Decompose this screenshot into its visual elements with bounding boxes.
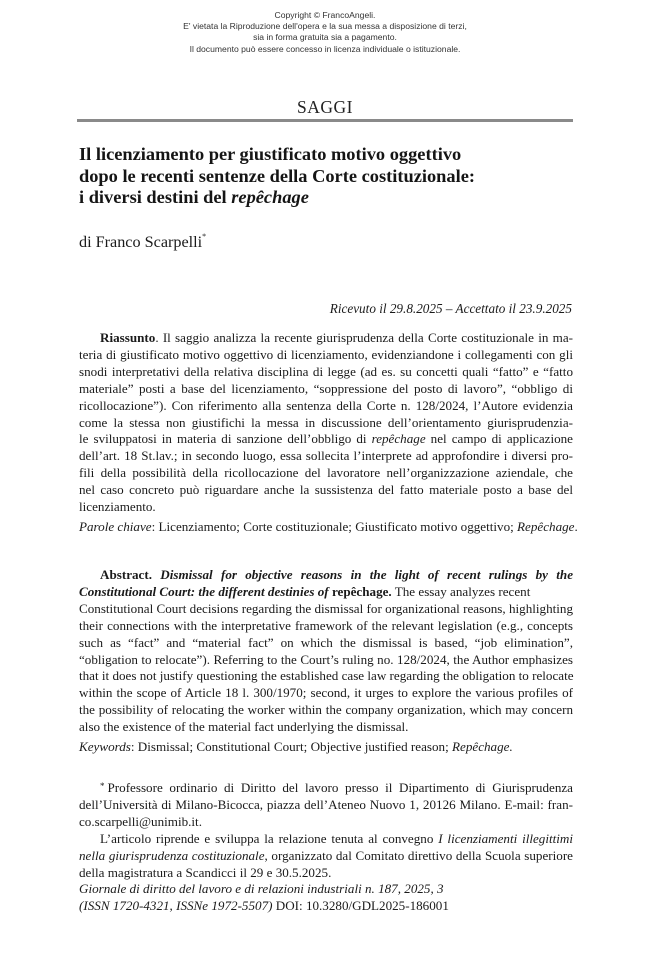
footnote-line: della magistratura a Scandicci il 29 e 30.5.2025.	[79, 864, 332, 880]
abstract-line: Constitutional Court: the different destinies of repêchage. The essay analyzes recent	[79, 583, 531, 599]
footnote-line: nella giurisprudenza costituzionale, organizzato dal Comitato direttivo della Scuola superiore	[79, 847, 573, 863]
copyright-line: sia in forma gratuita sia a pagamento.	[253, 32, 397, 43]
abstract-label: Abstract.	[100, 567, 152, 582]
abstract-line: their connections with the interpretative framework of the relevant legislation (e.g., concepts	[79, 617, 573, 633]
riassunto-paragraph	[79, 330, 573, 516]
journal-citation	[79, 881, 449, 915]
riassunto-line: licenziamento.	[79, 499, 156, 515]
journal-doi: DOI: 10.3280/GDL2025-186001	[272, 897, 449, 913]
abstract-line: Abstract. Dismissal for objective reasons in the light of recent rulings by the	[100, 567, 574, 582]
abstract-line: such as “fact” and “material fact” on which the dismissal is based, “job elimination”,	[79, 634, 573, 650]
abstract-line: within the scope of Article 18 l. 300/1970; second, it urges to explore the various profiles of	[79, 685, 573, 701]
riassunto-line: Riassunto. Il saggio analizza la recente giurisprudenza della Corte costituzionale in ma-	[100, 330, 573, 345]
abstract-line: also the existence of the material fact underlying the dismissal.	[79, 719, 409, 735]
journal-line1: Giornale di diritto del lavoro e di relazioni industriali n. 187, 2025, 3	[79, 881, 444, 896]
copyright-notice	[0, 10, 650, 55]
journal-issn: (ISSN 1720-4321, ISSNe 1972-5507)	[79, 897, 273, 913]
riassunto-line: nel caso concreto può riguardare anche la sussistenza del fatto materiale posto a base del	[79, 482, 573, 498]
author-name: di Franco Scarpelli	[79, 233, 203, 251]
copyright-line: Copyright © FrancoAngeli.	[274, 10, 376, 20]
author-byline	[79, 233, 206, 252]
copyright-line: Il documento può essere concesso in licenza individuale o istituzionale.	[189, 43, 461, 54]
title-line	[79, 187, 579, 209]
footnote-line: * Professore ordinario di Diritto del lavoro presso il Dipartimento di Giurisprudenza	[100, 780, 573, 795]
riassunto-line: ricollocazione”). Con riferimento alla sentenza della Corte n. 128/2024, l’Autore evidenzia	[79, 397, 573, 413]
riassunto-label: Riassunto	[100, 330, 156, 345]
riassunto-line: teria di giustificato motivo oggettivo di licenziamento, evidenziandone i collegamenti con gli	[79, 346, 573, 362]
riassunto-line: dell’art. 18 St.lav.; in secondo luogo, essa sollecita l’interprete ad approfondire i diversi pro-	[79, 448, 573, 464]
footnote-line: dell’Università di Milano-Bicocca, piazza dell’Ateneo Nuovo 1, 20126 Milano. E-mail: fran-	[79, 796, 573, 812]
riassunto-line: fili della possibilità della ricollocazione del lavoratore nell’organizzazione aziendale, che	[79, 465, 573, 481]
abstract-line: the possibility of relocating the worker within the company organization, which may concern	[79, 702, 573, 718]
title-line: dopo le recenti sentenze della Corte costituzionale:	[79, 165, 475, 186]
copyright-line: E' vietata la Riproduzione dell'opera e la sua messa a disposizione di terzi,	[183, 21, 467, 32]
abstract-line: “obligation to relocate”). Referring to the Court’s ruling no. 128/2024, the Author emphasizes	[79, 651, 573, 667]
footnote	[79, 780, 573, 881]
received-accepted-dates: Ricevuto il 29.8.2025 – Accettato il 23.9.2025	[329, 301, 572, 316]
section-title: SAGGI	[297, 97, 353, 117]
title-line: Il licenziamento per giustificato motivo oggettivo	[79, 144, 462, 164]
parole-chiave: Parole chiave: Licenziamento; Corte costituzionale; Giustificato motivo oggettivo; Repêchage.	[79, 519, 578, 534]
footnote-line: co.scarpelli@unimib.it.	[79, 813, 202, 829]
author-footnote-marker: *	[202, 232, 207, 241]
keywords: Keywords: Dismissal; Constitutional Court; Objective justified reason; Repêchage.	[79, 739, 513, 754]
keywords-label: Keywords	[79, 739, 131, 754]
article-title	[79, 144, 579, 209]
title-line3-text: i diversi destini del	[79, 187, 232, 207]
riassunto-line: materiale” posti a base del licenziamento, “soppressione del posto di lavoro”, “obbligo di	[79, 380, 573, 396]
parole-chiave-label: Parole chiave	[79, 519, 152, 534]
footnote-marker: *	[100, 781, 105, 791]
footnote-line: L’articolo riprende e sviluppa la relazione tenuta al convegno I licenziamenti illegittimi	[100, 830, 573, 846]
title-repechage: repêchage	[231, 187, 309, 207]
section-rule	[77, 119, 573, 122]
riassunto-line: come la stessa non giustifichi la messa in discussione dell’orientamento giurisprudenzia-	[79, 414, 573, 430]
riassunto-line: le sviluppatosi in materia di sanzione dell’obbligo di repêchage nel campo di applicazione	[79, 431, 573, 447]
riassunto-line: snodi interpretativi della relativa disciplina di legge (ad es. su concetti quali “fatto” e “fatto	[79, 363, 573, 379]
abstract-line: Constitutional Court decisions regarding the dismissal for organizational reasons, highlighting	[79, 600, 573, 616]
abstract-line: that it does not justify questioning the established case law regarding the obligation to relocate	[79, 668, 574, 684]
abstract-paragraph	[79, 567, 573, 736]
